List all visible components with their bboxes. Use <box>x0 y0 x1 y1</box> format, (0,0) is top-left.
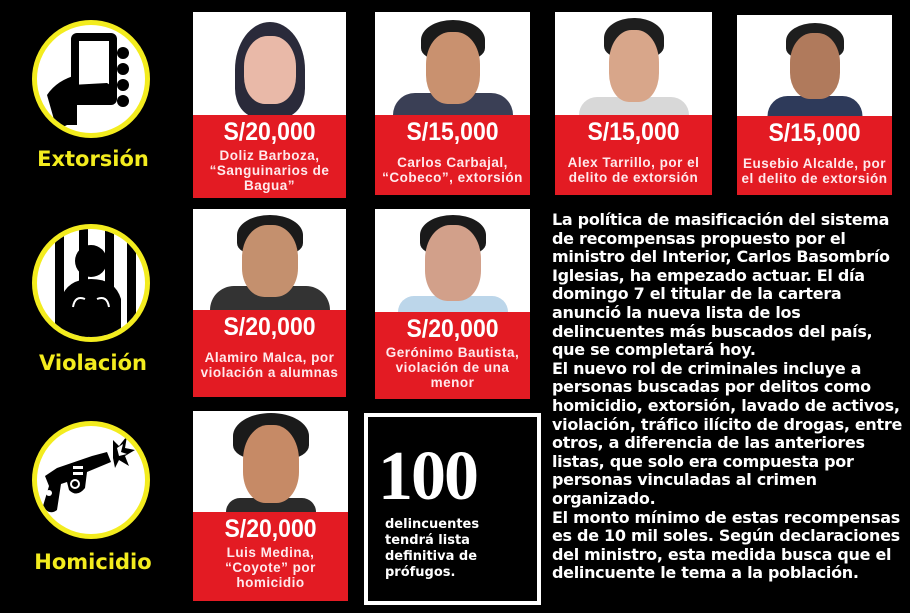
reward-amount: S/20,000 <box>224 515 317 543</box>
category-label: Extorsión <box>37 147 149 171</box>
suspect-photo <box>737 15 892 116</box>
suspect-photo <box>193 411 348 512</box>
category-violacion <box>0 200 190 400</box>
category-label: Violación <box>39 351 147 375</box>
reward-panel <box>193 310 346 397</box>
reward-panel <box>737 116 892 195</box>
reward-panel <box>375 115 530 195</box>
reward-panel <box>193 512 348 601</box>
category-homicidio <box>0 400 190 613</box>
suspect-photo <box>375 209 530 312</box>
prisoner-behind-bars-icon <box>32 224 150 342</box>
reward-panel <box>555 115 712 195</box>
stat-text: delincuentes tendrá lista definitiva de prófugos. <box>385 517 480 580</box>
suspect-photo <box>193 209 346 310</box>
suspect-description: Alamiro Malca, por violación a alumnas <box>200 350 339 380</box>
reward-amount: S/15,000 <box>768 119 861 147</box>
suspect-description: Gerónimo Bautista, violación de una menor <box>385 345 520 390</box>
article-body <box>552 211 902 583</box>
reward-amount: S/15,000 <box>406 118 499 146</box>
firing-revolver-icon <box>32 421 150 539</box>
phone-in-hand-icon <box>32 20 150 138</box>
suspect-description: Alex Tarrillo, por el delito de extorsión <box>567 155 700 185</box>
reward-amount: S/20,000 <box>406 315 499 343</box>
suspect-description: Eusebio Alcalde, por el delito de extorsión <box>741 156 888 186</box>
reward-amount: S/15,000 <box>587 118 680 146</box>
reward-amount: S/20,000 <box>223 313 316 341</box>
article-paragraph: El nuevo rol de criminales incluye a personas buscadas por delitos como homicidio, extorsión, lavado de activos, violación, tráfico ilícito de drogas, entre otros, a diferencia de las anteriores listas, que solo era compuesta por personas vinculadas al crimen organizado. <box>552 358 903 508</box>
wanted-card <box>375 209 530 399</box>
article-paragraph: El monto mínimo de estas recompensas es de 10 mil soles. Según declaraciones del ministro, esta medida busca que el delincuente le tema a la población. <box>552 507 900 583</box>
suspect-description: Carlos Carbajal, “Cobeco”, extorsión <box>382 155 523 185</box>
wanted-card <box>193 12 346 198</box>
category-extorsion <box>0 0 190 200</box>
suspect-photo <box>555 12 712 115</box>
article-paragraph: La política de masificación del sistema de recompensas propuesto por el ministro del Interior, Carlos Basombrío Iglesias, ha empezado actuar. El día domingo 7 el titular de la cartera anunció la nueva lista de los delincuentes más buscados del país, que se completará hoy. <box>552 210 890 360</box>
wanted-card <box>375 12 530 195</box>
stat-box <box>364 413 541 605</box>
reward-panel <box>193 115 346 198</box>
reward-panel <box>375 312 530 399</box>
wanted-card <box>555 12 712 195</box>
wanted-card <box>193 411 348 601</box>
wanted-card <box>737 15 892 195</box>
suspect-description: Doliz Barboza, “Sanguinarios de Bagua” <box>209 148 330 193</box>
category-label: Homicidio <box>34 550 152 574</box>
reward-amount: S/20,000 <box>223 118 316 146</box>
suspect-photo <box>193 12 346 115</box>
suspect-photo <box>375 12 530 115</box>
suspect-description: Luis Medina, “Coyote” por homicidio <box>225 545 316 590</box>
wanted-card <box>193 209 346 397</box>
stat-number: 100 <box>378 438 477 515</box>
